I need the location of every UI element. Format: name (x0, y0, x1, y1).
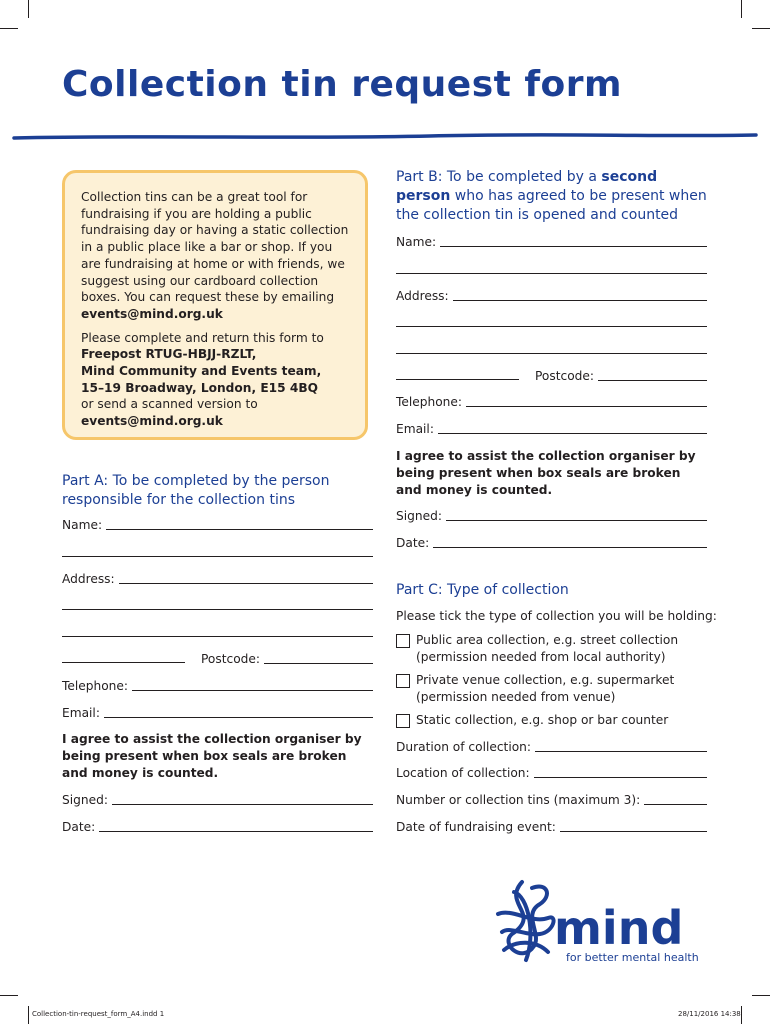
checkbox[interactable] (396, 714, 410, 728)
address-line: Freepost RTUG-HBJJ-RZLT, (81, 347, 257, 362)
part-c-heading: Part C: Type of collection (396, 582, 569, 598)
part-a-address-line-2[interactable] (62, 609, 373, 610)
part-b-postcode-field[interactable]: Postcode: (535, 367, 707, 383)
part-a-heading: Part A: To be completed by the person responsible for the collection tins (62, 473, 330, 508)
crop-mark (28, 1006, 29, 1024)
part-a-name-line-2[interactable] (62, 556, 373, 557)
part-b-signed-field[interactable]: Signed: (396, 507, 707, 523)
part-b-address-line-3[interactable] (396, 353, 707, 354)
checkbox[interactable] (396, 634, 410, 648)
duration-field[interactable]: Duration of collection: (396, 738, 707, 754)
part-b-heading: Part B: To be completed by a second person who has agreed to be present when the collection tin is opened and counted (396, 169, 707, 223)
location-field[interactable]: Location of collection: (396, 764, 707, 780)
logo-tagline: for better mental health (566, 951, 699, 964)
event-date-field[interactable]: Date of fundraising event: (396, 818, 707, 834)
part-b-date-field[interactable]: Date: (396, 534, 707, 550)
part-b-address-field[interactable]: Address: (396, 287, 707, 303)
footer-timestamp: 28/11/2016 14:38 (678, 1010, 741, 1018)
part-a-signed-field[interactable]: Signed: (62, 791, 373, 807)
part-a-address-line-4[interactable] (62, 662, 185, 663)
crop-mark (0, 28, 18, 29)
part-b-agreement: I agree to assist the collection organiser by being present when box seals are broken and money is counted. (396, 449, 696, 497)
info-email[interactable]: events@mind.org.uk (81, 306, 223, 321)
part-a-name-field[interactable]: Name: (62, 516, 373, 532)
part-a-postcode-field[interactable]: Postcode: (201, 650, 373, 666)
option-static[interactable]: Static collection, e.g. shop or bar counter (396, 712, 668, 729)
part-a-date-field[interactable]: Date: (62, 818, 373, 834)
part-a-telephone-field[interactable]: Telephone: (62, 677, 373, 693)
scan-instructions: or send a scanned version to (81, 397, 258, 412)
title-underline (0, 126, 770, 146)
part-b-name-line-2[interactable] (396, 273, 707, 274)
info-box (62, 170, 368, 440)
part-a-address-line-3[interactable] (62, 636, 373, 637)
crop-mark (752, 995, 770, 996)
part-a-address-field[interactable]: Address: (62, 570, 373, 586)
part-a-agreement: I agree to assist the collection organiser by being present when box seals are broken and money is counted. (62, 732, 362, 780)
return-instructions: Please complete and return this form to (81, 330, 324, 345)
scan-email[interactable]: events@mind.org.uk (81, 414, 223, 429)
number-of-tins-field[interactable]: Number or collection tins (maximum 3): (396, 791, 707, 807)
crop-mark (741, 1006, 742, 1024)
part-b-address-line-4[interactable] (396, 379, 519, 380)
crop-mark (752, 28, 770, 29)
info-text: Collection tins can be a great tool for fundraising if you are holding a public fundraising day or having a static collection in a public place like a bar or shop. If you are fundraising at home or with friends, we suggest using our cardboard collection boxes. You can request these by emailing events@mind.org.uk (81, 190, 349, 321)
part-a-email-field[interactable]: Email: (62, 704, 373, 720)
part-b-name-field[interactable]: Name: (396, 233, 707, 249)
logo-wordmark: mind (554, 901, 684, 955)
page-title: Collection tin request form (62, 64, 623, 105)
part-c-intro: Please tick the type of collection you will be holding: (396, 609, 717, 623)
address-line: 15–19 Broadway, London, E15 4BQ (81, 380, 318, 395)
crop-mark (741, 0, 742, 18)
checkbox[interactable] (396, 674, 410, 688)
crop-mark (0, 995, 18, 996)
part-b-telephone-field[interactable]: Telephone: (396, 393, 707, 409)
option-public-area[interactable]: Public area collection, e.g. street collection (permission needed from local authority) (396, 632, 678, 666)
part-b-address-line-2[interactable] (396, 326, 707, 327)
part-b-email-field[interactable]: Email: (396, 420, 707, 436)
crop-mark (28, 0, 29, 18)
footer-filename: Collection-tin-request_form_A4.indd 1 (32, 1010, 165, 1018)
address-line: Mind Community and Events team, (81, 364, 322, 379)
option-private-venue[interactable]: Private venue collection, e.g. supermarket (permission needed from venue) (396, 672, 674, 706)
